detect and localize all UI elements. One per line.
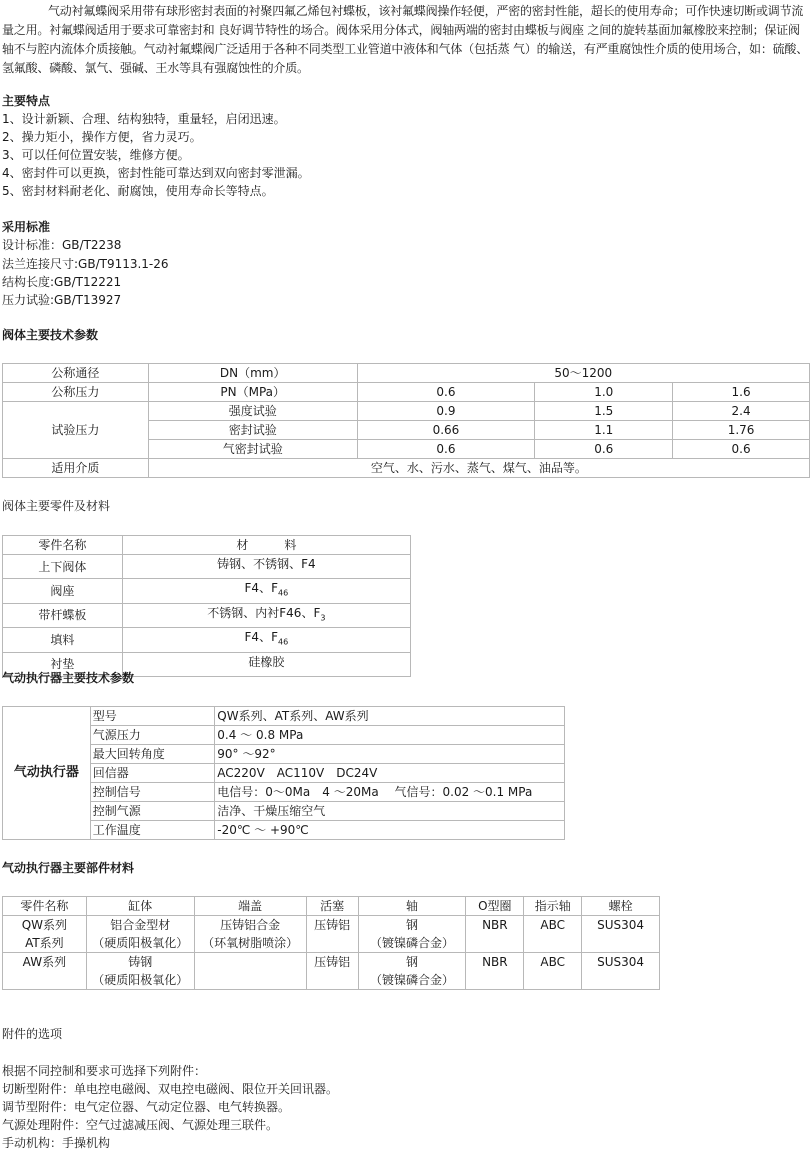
table-cell xyxy=(122,603,410,627)
features-heading: 主要特点 xyxy=(2,94,51,108)
standard-item: 结构长度:GB/T12221 xyxy=(2,275,122,289)
table-header-cell: 螺栓 xyxy=(582,897,660,916)
feature-item: 4、密封件可以更换，密封性能可靠达到双向密封零泄漏。 xyxy=(2,166,310,180)
cell-line: ABC xyxy=(540,918,565,932)
intro-paragraph: 气动衬氟蝶阀采用带有球形密封表面的衬聚四氟乙烯包衬蝶板，该衬氟蝶阀操作轻便，严密的密封性能，超长的使用寿命；可作快速切断或调节流量之用。衬氟蝶阀适用于要求可靠密封和 良好调节特性的场合。阀体采用分体式，阀轴两端的密封由蝶板与阀座 之间的旋转基面加氟橡胶来控制；保证阀轴不与腔内流体介质接触。气动衬氟蝶阀广泛适用于各种不同类型工业管道中液体和气体（包括蒸 气）的输送，有严重腐蚀性介质的使用场合，如：硫酸、氢氟酸、磷酸、氯气、强碱、王水等具有强腐蚀性的介质。 xyxy=(2,4,809,75)
table-cell: 控制信号 xyxy=(90,783,214,802)
subscript: 3 xyxy=(320,613,326,623)
table-cell: 2.4 xyxy=(673,402,810,421)
table-header-cell: 材 料 xyxy=(122,536,410,555)
cell-line: 铝合金型材 xyxy=(110,918,171,932)
table-cell: 强度试验 xyxy=(148,402,357,421)
table-cell xyxy=(194,916,306,953)
table-cell: 上下阀体 xyxy=(3,555,123,579)
cell-line: 钢 xyxy=(405,955,418,969)
parts-table xyxy=(2,535,411,677)
table-row xyxy=(3,383,810,402)
table-header-cell: 指示轴 xyxy=(524,897,582,916)
cell-line: 压铸铝 xyxy=(314,955,351,969)
table-cell: 90° ～92° xyxy=(215,745,565,764)
table-row xyxy=(3,953,660,990)
table-cell: AC220V AC110V DC24V xyxy=(215,764,565,783)
table-cell: 回信器 xyxy=(90,764,214,783)
table-cell xyxy=(582,953,660,990)
table-cell: 0.6 xyxy=(535,440,673,459)
table-cell: 1.76 xyxy=(673,421,810,440)
table-cell: 控制气源 xyxy=(90,802,214,821)
table-cell xyxy=(194,953,306,990)
table-row xyxy=(3,579,411,603)
cell-line: AW系列 xyxy=(22,955,67,969)
table-cell: 1.0 xyxy=(535,383,673,402)
table-cell: 型号 xyxy=(90,707,214,726)
material-text: 铸钢、不锈钢、F4 xyxy=(217,557,316,571)
table-cell: 填料 xyxy=(3,628,123,652)
table-cell: 气密封试验 xyxy=(148,440,357,459)
table-cell xyxy=(86,916,194,953)
feature-item: 2、操力矩小，操作方便，省力灵巧。 xyxy=(2,130,202,144)
table-cell: 0.4 ～ 0.8 MPa xyxy=(215,726,565,745)
table-cell: PN（MPa） xyxy=(148,383,357,402)
table-header-cell: 缸体 xyxy=(86,897,194,916)
table-row xyxy=(3,707,565,726)
table-cell: 50～1200 xyxy=(357,364,809,383)
table-header-cell: 零件名称 xyxy=(3,536,123,555)
table-cell xyxy=(122,579,410,603)
standard-item: 法兰连接尺寸:GB/T9113.1-26 xyxy=(2,257,169,271)
cell-line: （环氧树脂喷涂） xyxy=(202,936,299,950)
table-cell xyxy=(3,916,87,953)
table-cell xyxy=(122,652,410,676)
standard-item: 设计标准：GB/T2238 xyxy=(2,238,122,252)
table-row xyxy=(3,459,810,478)
table-cell: 密封试验 xyxy=(148,421,357,440)
cell-line: SUS304 xyxy=(597,955,645,969)
table-cell: 带杆蝶板 xyxy=(3,603,123,627)
cell-line: ABC xyxy=(540,955,565,969)
cell-line: 铸钢 xyxy=(128,955,153,969)
cell-line: AT系列 xyxy=(25,936,64,950)
actuator-heading: 气动执行器主要技术参数 xyxy=(2,671,135,685)
table-cell xyxy=(358,916,466,953)
table-cell: 工作温度 xyxy=(90,821,214,840)
table-row xyxy=(3,897,660,916)
body-params-table xyxy=(2,363,810,478)
cell-line: 压铸铝合金 xyxy=(220,918,281,932)
accessories-heading: 附件的选项 xyxy=(2,1027,63,1041)
cell-line: NBR xyxy=(482,918,508,932)
body-params-heading: 阀体主要技术参数 xyxy=(2,328,99,342)
table-header-cell: 轴 xyxy=(358,897,466,916)
table-header-cell: 端盖 xyxy=(194,897,306,916)
table-cell xyxy=(524,916,582,953)
cell-line: NBR xyxy=(482,955,508,969)
act-parts-heading: 气动执行器主要部件材料 xyxy=(2,861,135,875)
subscript: 46 xyxy=(277,637,289,647)
standards-heading: 采用标准 xyxy=(2,220,51,234)
table-cell xyxy=(122,628,410,652)
table-cell: 1.5 xyxy=(535,402,673,421)
table-cell xyxy=(122,555,410,579)
accessory-line: 根据不同控制和要求可选择下列附件： xyxy=(2,1064,207,1078)
table-row xyxy=(3,402,810,421)
cell-line: （镀镍磷合金） xyxy=(369,973,454,987)
accessory-line: 气源处理附件：空气过滤减压阀、气源处理三联件。 xyxy=(2,1118,279,1132)
table-cell xyxy=(3,953,87,990)
table-cell: QW系列、AT系列、AW系列 xyxy=(215,707,565,726)
table-row xyxy=(3,916,660,953)
table-cell: 空气、水、污水、蒸气、煤气、油品等。 xyxy=(148,459,809,478)
material-text: F4、F xyxy=(244,581,278,596)
cell-line: QW系列 xyxy=(21,918,68,932)
table-header-cell: 活塞 xyxy=(306,897,358,916)
cell-line: （硬质阳极氧化） xyxy=(92,936,189,950)
table-cell xyxy=(466,953,524,990)
accessory-line: 切断型附件：单电控电磁阀、双电控电磁阀、限位开关回讯器。 xyxy=(2,1082,339,1096)
cell-line: 压铸铝 xyxy=(314,918,351,932)
material-text: F4、F xyxy=(244,630,278,645)
table-cell xyxy=(524,953,582,990)
table-cell: DN（mm） xyxy=(148,364,357,383)
table-cell: 气源压力 xyxy=(90,726,214,745)
table-cell xyxy=(358,953,466,990)
cell-line: （硬质阳极氧化） xyxy=(92,973,189,987)
actuator-table xyxy=(2,706,565,840)
table-row xyxy=(3,603,411,627)
table-cell: 阀座 xyxy=(3,579,123,603)
table-cell xyxy=(466,916,524,953)
table-cell xyxy=(86,953,194,990)
cell-line: （镀镍磷合金） xyxy=(369,936,454,950)
table-row xyxy=(3,628,411,652)
table-cell: 1.1 xyxy=(535,421,673,440)
table-cell xyxy=(306,953,358,990)
accessory-line: 手动机构：手操机构 xyxy=(2,1136,111,1150)
table-cell: 0.6 xyxy=(673,440,810,459)
table-cell: 0.6 xyxy=(357,383,535,402)
parts-heading: 阀体主要零件及材料 xyxy=(2,499,111,513)
table-cell: 试验压力 xyxy=(3,402,149,459)
table-row xyxy=(3,555,411,579)
feature-item: 3、可以任何位置安装，维修方便。 xyxy=(2,148,190,162)
table-cell: 0.66 xyxy=(357,421,535,440)
actuator-label: 气动执行器 xyxy=(3,707,91,840)
feature-item: 5、密封材料耐老化、耐腐蚀，使用寿命长等特点。 xyxy=(2,184,274,198)
table-cell: 公称通径 xyxy=(3,364,149,383)
table-row xyxy=(3,536,411,555)
table-cell xyxy=(306,916,358,953)
table-cell: 公称压力 xyxy=(3,383,149,402)
table-header-cell: 零件名称 xyxy=(3,897,87,916)
table-cell xyxy=(582,916,660,953)
material-text: 不锈钢、内衬F46、F xyxy=(207,605,321,620)
act-parts-table xyxy=(2,896,660,990)
table-row xyxy=(3,364,810,383)
cell-line: SUS304 xyxy=(597,918,645,932)
table-cell: 适用介质 xyxy=(3,459,149,478)
table-cell: 0.9 xyxy=(357,402,535,421)
table-cell: 衬垫 xyxy=(3,652,123,676)
table-cell: 洁净、干燥压缩空气 xyxy=(215,802,565,821)
material-text: 硅橡胶 xyxy=(248,654,285,669)
table-cell: 最大回转角度 xyxy=(90,745,214,764)
accessory-line: 调节型附件：电气定位器、气动定位器、电气转换器。 xyxy=(2,1100,291,1114)
table-header-cell: O型圈 xyxy=(466,897,524,916)
table-cell: 0.6 xyxy=(357,440,535,459)
subscript: 46 xyxy=(277,588,289,598)
standard-item: 压力试验:GB/T13927 xyxy=(2,293,122,307)
table-cell: -20℃ ～ +90℃ xyxy=(215,821,565,840)
table-cell: 电信号：0～0Ma 4 ～20Ma 气信号：0.02 ～0.1 MPa xyxy=(215,783,565,802)
cell-line: 钢 xyxy=(405,918,418,932)
feature-item: 1、设计新颖、合理、结构独特，重量轻，启闭迅速。 xyxy=(2,112,286,126)
table-cell: 1.6 xyxy=(673,383,810,402)
